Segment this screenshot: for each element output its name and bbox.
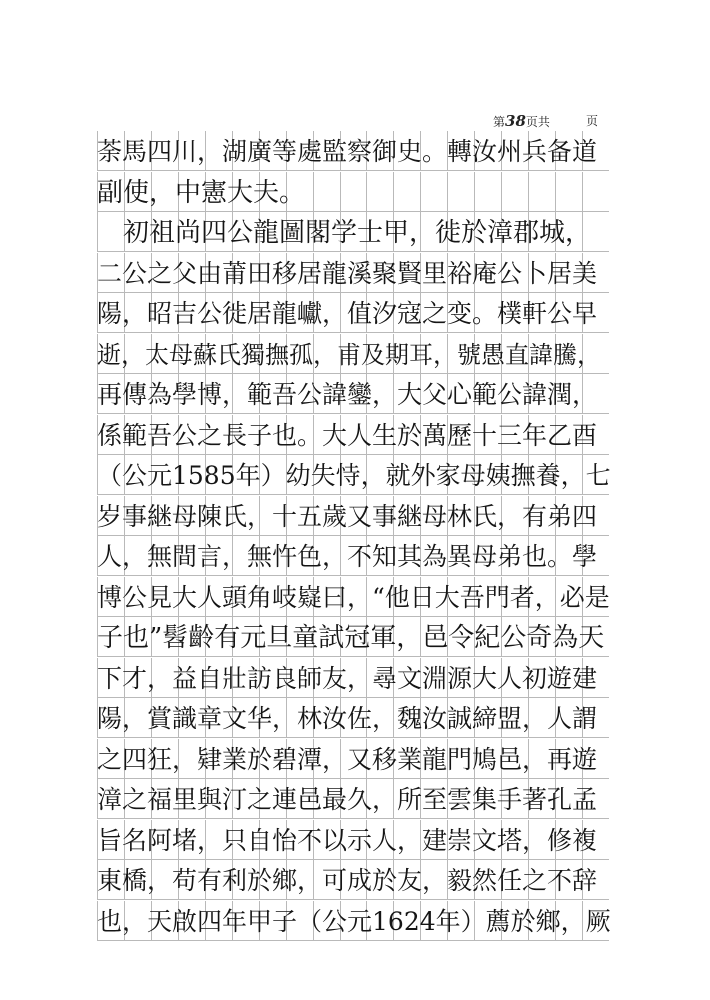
manuscript-row bbox=[97, 739, 609, 779]
manuscript-row bbox=[97, 698, 609, 738]
manuscript-line: 二公之父由莆田移居龍溪聚賢里裕庵公卜居美 bbox=[97, 258, 598, 288]
manuscript-line: 人，無間言，無忤色，不知其為異母弟也。學 bbox=[97, 542, 598, 571]
manuscript-row bbox=[97, 658, 609, 698]
manuscript-row bbox=[97, 901, 609, 941]
manuscript-line: （公元1585年）幼失恃，就外家母姨撫養，七 bbox=[97, 461, 611, 490]
manuscript-line: 陽，賞識章文华，林汝佐，魏汝誠締盟，人謂 bbox=[97, 704, 598, 733]
page-prefix: 第 bbox=[493, 115, 506, 129]
manuscript-row bbox=[97, 455, 609, 495]
manuscript-row bbox=[97, 496, 609, 536]
manuscript-row bbox=[97, 536, 609, 576]
manuscript-line: 東橋，苟有利於鄉，可成於友，毅然任之不辞 bbox=[97, 866, 598, 895]
manuscript-row bbox=[97, 577, 609, 617]
manuscript-row bbox=[97, 172, 609, 212]
manuscript-row bbox=[97, 293, 609, 333]
manuscript-line: 也，天啟四年甲子（公元1624年）薦於鄉，厥 bbox=[97, 906, 611, 936]
manuscript-row bbox=[97, 374, 609, 414]
manuscript-row bbox=[97, 334, 609, 374]
manuscript-row bbox=[97, 860, 609, 900]
manuscript-line: 初祖尚四公龍圖閣学士甲，徙於漳郡城， bbox=[97, 218, 592, 248]
manuscript-line: 子也”髫齡有元旦童試冠軍，邑令紀公奇為天 bbox=[97, 623, 605, 653]
manuscript-row bbox=[97, 415, 609, 455]
total-pages-label: 页 bbox=[586, 114, 599, 128]
manuscript-row bbox=[97, 617, 609, 657]
manuscript-row bbox=[97, 131, 609, 171]
page-number-label bbox=[493, 111, 550, 131]
manuscript-line: 陽，昭吉公徙居龍巘，值汐寇之变。樸軒公早 bbox=[97, 299, 598, 328]
manuscript-row bbox=[97, 253, 609, 293]
page-suffix: 页共 bbox=[525, 115, 550, 129]
page-number: 38 bbox=[505, 112, 526, 130]
manuscript-row bbox=[97, 212, 609, 252]
manuscript-line: 之四狂，肄業於碧潭，又移業龍門鳩邑，再遊 bbox=[97, 744, 598, 774]
manuscript-line: 再傳為學博，範吾公諱鑾，大父心範公諱潤， bbox=[97, 380, 598, 409]
manuscript-row bbox=[97, 820, 609, 860]
manuscript-line: 係範吾公之長子也。大人生於萬歷十三年乙酉 bbox=[97, 420, 598, 450]
manuscript-line: 博公見大人頭角岐嶷曰，“他日大吾門者，必是 bbox=[97, 582, 610, 612]
manuscript-row bbox=[97, 779, 609, 819]
manuscript-line: 荼馬四川，湖廣等處監察御史。轉汝州兵备道 bbox=[97, 137, 598, 166]
manuscript-line: 副使，中憲大夫。 bbox=[97, 177, 306, 208]
manuscript-line: 岁事継母陳氏，十五歲又事継母林氏，有弟四 bbox=[97, 501, 598, 531]
manuscript-line: 下才，益自壯訪良師友，尋文淵源大人初遊建 bbox=[97, 663, 598, 693]
manuscript-line: 逝，太母蘇氏獨撫孤，甫及期耳，號愚直諱騰， bbox=[97, 340, 601, 369]
manuscript-line: 漳之福里與汀之連邑最久，所至雲集手著孔孟 bbox=[97, 785, 598, 814]
manuscript-line: 旨名阿堵，只自怡不以示人，建崇文塔，修複 bbox=[97, 825, 598, 855]
